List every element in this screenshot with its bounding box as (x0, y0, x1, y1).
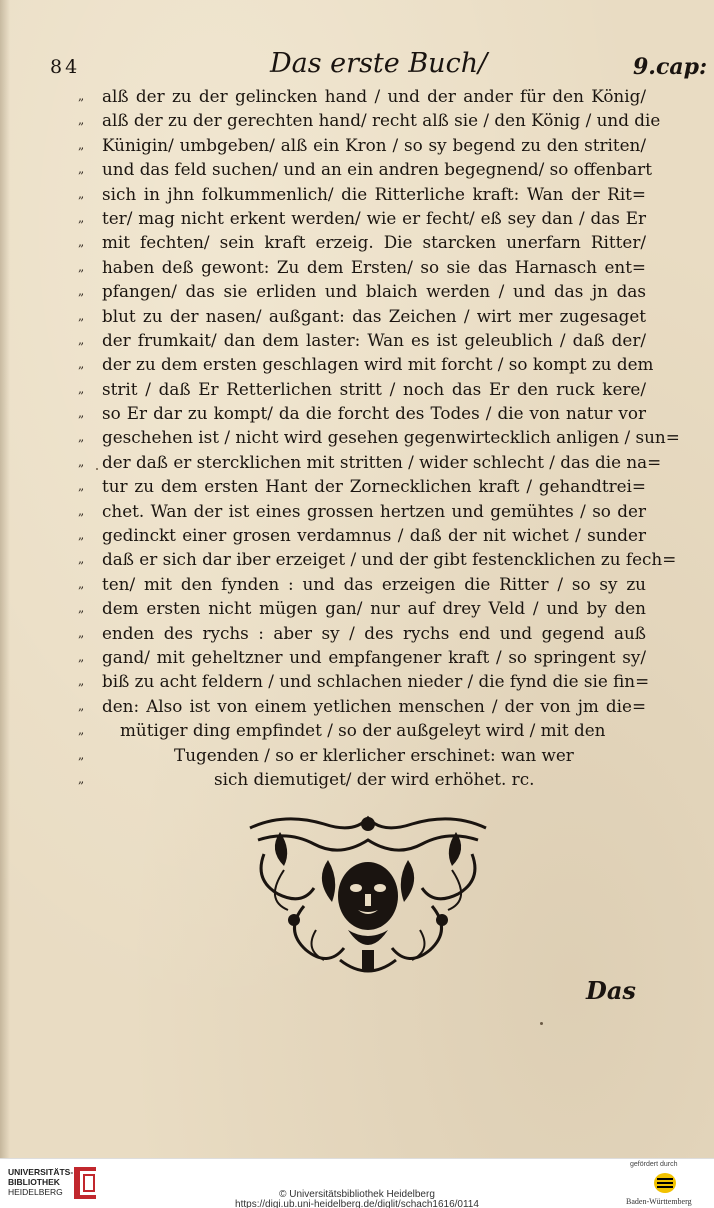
quotation-mark: „ (78, 601, 84, 616)
baden-wuerttemberg-crest-icon[interactable] (652, 1171, 678, 1195)
text-line-content: enden des rychs : aber sy / des rychs end und gegend auß (102, 622, 646, 643)
quotation-mark: „ (78, 89, 84, 103)
text-line-content: Tugenden / so er klerlicher erschinet: wan wer (174, 744, 574, 765)
text-line (68, 255, 648, 279)
quotation-mark: „ (78, 284, 84, 299)
quotation-mark: „ (78, 503, 84, 518)
text-line (68, 621, 648, 645)
text-line (68, 328, 648, 352)
ornamental-vignette-icon (244, 810, 492, 980)
sponsor-name: Baden-Württemberg (626, 1197, 692, 1206)
text-line (68, 669, 648, 693)
text-line (68, 133, 648, 157)
quotation-mark: „ (78, 186, 84, 201)
page-edge-shadow (0, 0, 10, 1158)
text-line (68, 108, 661, 132)
quotation-mark: „ (78, 625, 84, 640)
text-line-content: gand/ mit geheltzner und empfangener kraft / so springent sy/ (102, 646, 646, 667)
text-line-content: chet. Wan der ist eines grossen hertzen und gemühtes / so der (102, 500, 646, 521)
text-line (68, 84, 648, 108)
text-line (68, 718, 648, 742)
quotation-mark: „ (78, 747, 84, 762)
text-line-content: mütiger ding empfindet / so der außgeleyt wird / mit den (120, 720, 606, 741)
text-line-content: biß zu acht feldern / und schlachen nieder / die fynd die sie fin= (102, 671, 650, 692)
paper-speck (540, 1022, 543, 1025)
text-line (68, 694, 648, 718)
text-line-content: Künigin/ umbgeben/ alß ein Kron / so sy begend zu den striten/ (102, 134, 646, 155)
catchword: Das (586, 976, 636, 1005)
text-line-content: blut zu der nasen/ außgant: das Zeichen / wirt mer zugesaget (102, 305, 646, 326)
text-line-content: der zu dem ersten geschlagen wird mit forcht / so kompt zu dem (102, 354, 654, 375)
text-line (68, 767, 648, 791)
text-line-content: mit fechten/ sein kraft erzeig. Die starcken unerfarn Ritter/ (102, 232, 646, 253)
quotation-mark: „ (78, 357, 84, 372)
text-line (68, 450, 662, 474)
library-name-line: UNIVERSITÄTS- (8, 1167, 74, 1177)
text-line-content: sich in jhn folkummenlich/ die Ritterliche kraft: Wan der Rit= (102, 183, 646, 204)
text-line (68, 572, 648, 596)
quotation-mark: „ (78, 332, 84, 347)
text-line (68, 425, 680, 449)
library-name-line: BIBLIOTHEK (8, 1177, 60, 1187)
quotation-mark: „ (78, 698, 84, 713)
quotation-mark: „ (78, 137, 84, 152)
text-line-content: so Er dar zu kompt/ da die forcht des Todes / die von natur vor (102, 403, 646, 424)
chapter-mark: 9.cap: (633, 54, 708, 80)
text-line (68, 645, 648, 669)
text-line (68, 474, 648, 498)
text-line (68, 182, 648, 206)
page-number: 84 (50, 56, 81, 78)
text-line (68, 352, 654, 376)
permalink-url[interactable]: https://digi.ub.uni-heidelberg.de/diglit/schach1616/0114 (235, 1199, 479, 1208)
quotation-mark: „ (78, 259, 84, 274)
text-line-content: geschehen ist / nicht wird gesehen gegenwirtecklich anligen / sun= (102, 427, 680, 448)
quotation-mark: „ (78, 454, 84, 469)
quotation-mark: „ (78, 210, 84, 225)
quotation-mark: „ (78, 771, 84, 786)
text-line-content: alß der zu der gelincken hand / und der ander für den König/ (102, 86, 646, 106)
text-line-content: sich diemutiget/ der wird erhöhet. rc. (214, 768, 535, 789)
text-line (68, 230, 648, 254)
quotation-mark: „ (78, 528, 84, 543)
text-line-content: der frumkait/ dan dem laster: Wan es ist geleublich / daß der/ (102, 329, 646, 350)
quotation-mark: „ (78, 381, 84, 396)
text-line (68, 547, 677, 571)
text-line-content: tur zu dem ersten Hant der Zornecklichen kraft / gehandtrei= (102, 476, 646, 497)
footer-bar (0, 1158, 714, 1208)
text-line-content: strit / daß Er Retterlichen stritt / noch das Er den ruck kere/ (102, 378, 646, 399)
text-line-content: ten/ mit den fynden : und das erzeigen die Ritter / so sy zu (102, 573, 646, 594)
text-line (68, 499, 648, 523)
text-line (68, 377, 648, 401)
library-name-line: HEIDELBERG (8, 1187, 63, 1197)
text-line-content: ter/ mag nicht erkent werden/ wie er fecht/ eß sey dan / das Er (102, 207, 646, 228)
quotation-mark: „ (78, 430, 84, 445)
text-line-content: und das feld suchen/ und an ein andren begegnend/ so offenbart (102, 159, 652, 180)
sponsor-label: gefördert durch (630, 1161, 678, 1168)
text-line (68, 523, 648, 547)
text-line (68, 157, 652, 181)
quotation-mark: „ (78, 406, 84, 421)
text-line-content: daß er sich dar iber erzeiget / und der gibt festencklichen zu fech= (102, 549, 677, 570)
body-text-block (68, 84, 680, 791)
text-line-content: alß der zu der gerechten hand/ recht alß sie / den König / und die (102, 110, 661, 131)
quotation-mark: „ (78, 552, 84, 567)
text-line (68, 206, 648, 230)
quotation-mark: „ (78, 162, 84, 177)
text-line-content: dem ersten nicht mügen gan/ nur auf drey Veld / und by den (102, 598, 646, 619)
text-line-content: gedinckt einer grosen verdamnus / daß der nit wichet / sunder (102, 525, 646, 546)
text-line (68, 743, 648, 767)
text-line (68, 401, 648, 425)
text-line (68, 596, 648, 620)
running-title: Das erste Buch/ (270, 48, 488, 79)
text-line (68, 279, 648, 303)
quotation-mark: „ (78, 649, 84, 664)
quotation-mark: „ (78, 235, 84, 250)
quotation-mark: „ (78, 479, 84, 494)
paper-speck (96, 468, 98, 470)
quotation-mark: „ (78, 308, 84, 323)
text-line-content: pfangen/ das sie erliden und blaich werden / und das jn das (102, 281, 646, 302)
text-line-content: haben deß gewont: Zu dem Ersten/ so sie das Harnasch ent= (102, 256, 646, 277)
text-line-content: den: Also ist von einem yetlichen menschen / der von jm die= (102, 695, 646, 716)
copyright-notice: © Universitätsbibliothek Heidelberg (279, 1189, 435, 1200)
text-line (68, 304, 648, 328)
text-line-content: der daß er stercklichen mit stritten / wider schlecht / das die na= (102, 451, 662, 472)
quotation-mark: „ (78, 674, 84, 689)
quotation-mark: „ (78, 723, 84, 738)
quotation-mark: „ (78, 576, 84, 591)
quotation-mark: „ (78, 113, 84, 128)
